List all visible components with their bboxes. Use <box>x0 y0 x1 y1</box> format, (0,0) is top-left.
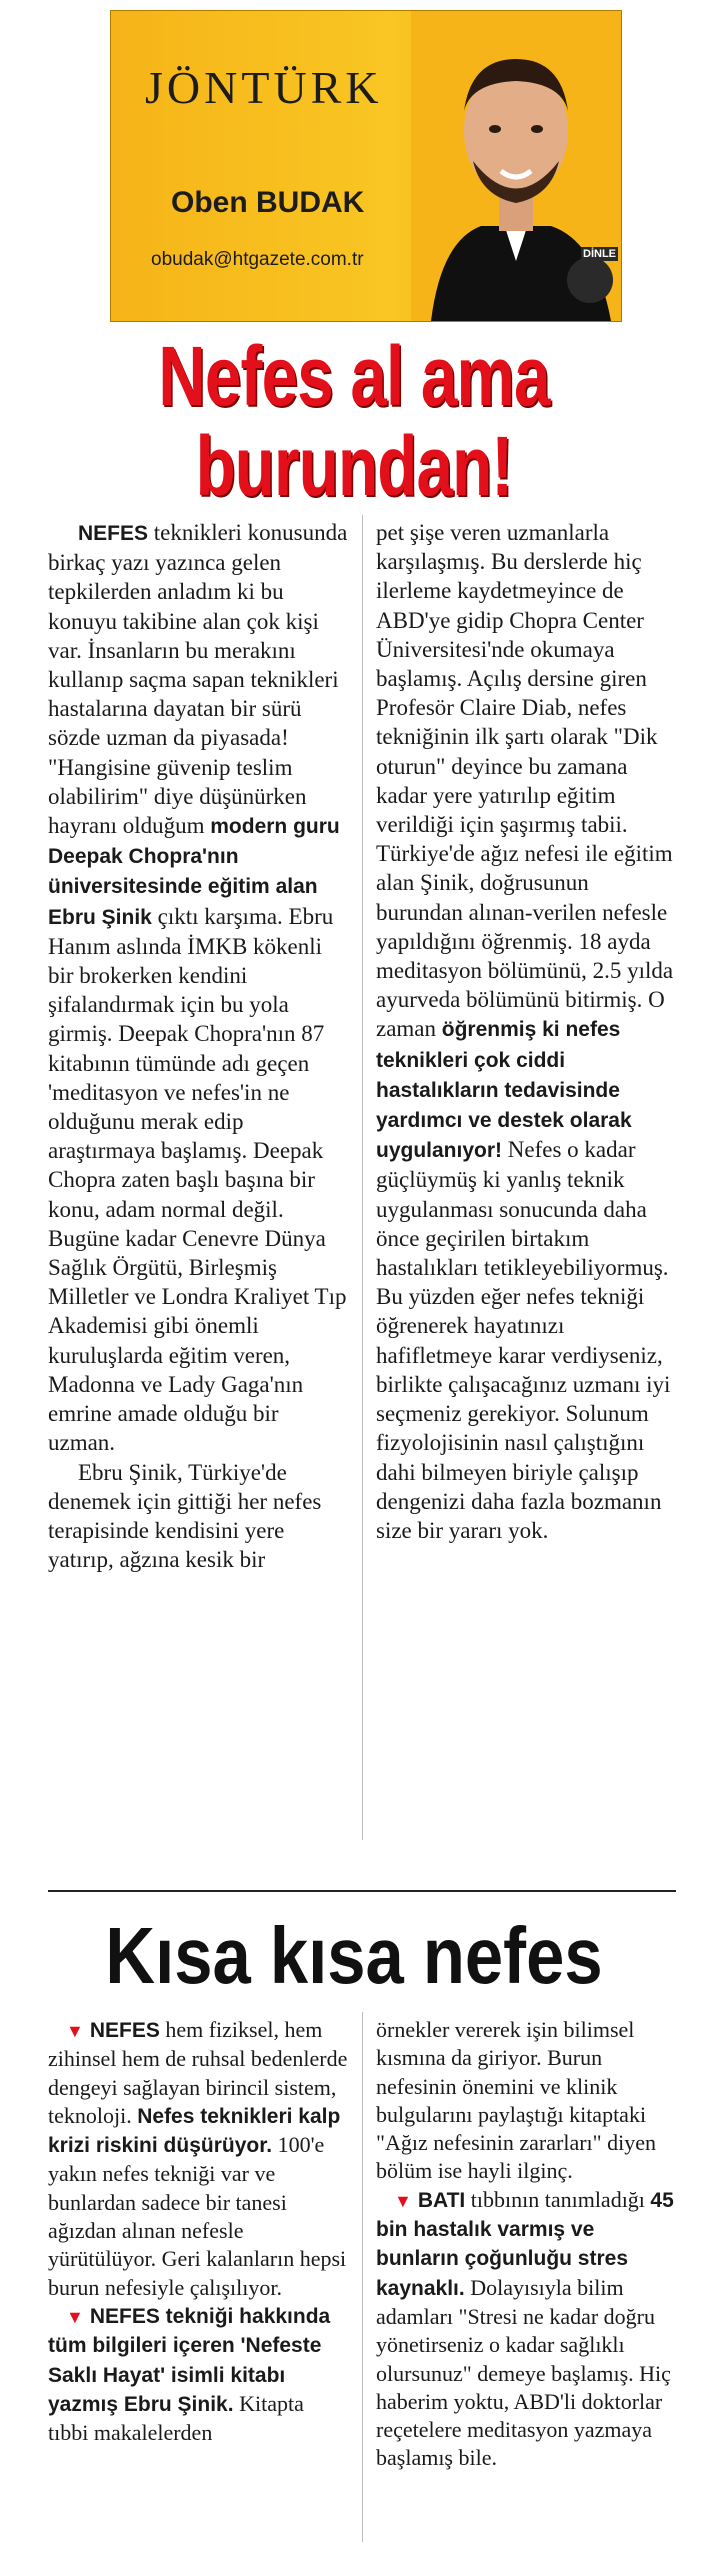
headline-line-1: Nefes al ama <box>158 329 550 423</box>
short-lead: NEFES <box>89 2019 160 2042</box>
column-brand: JÖNTÜRK <box>145 62 383 113</box>
column-banner <box>110 10 622 322</box>
author-name: Oben BUDAK <box>171 186 365 219</box>
short-text: hem fiziksel, hem zihinsel hem de ruhsal bedenlerde dengeyi sağlayan birincil sistem, teknoloji. <box>48 2017 348 2128</box>
article-column-1 <box>48 518 348 1574</box>
column-divider <box>362 515 363 1840</box>
column-divider <box>362 2012 363 2542</box>
article-text: pet şişe veren uzmanlarla karşılaşmış. Bu derslerde hiç ilerleme kaydetmeyince de ABD'ye gidip Chopra Center Üniversitesi'nde okumaya başlamış. Açılış dersine giren Profesör Claire Diab, nefes tekniğinin ilk şartı olarak "Dik oturun" deyince bu zamana kadar yere yatırılıp eğitim verildiği için şaşırmış tabii. Türkiye'de ağız nefesi ile eğitim alan Şinik, doğrusunun burundan alınan-verilen nefesle yapıldığını öğrenmiş. 18 ayda meditasyon bölümünü, 2.5 yılda ayurveda bölümünü bitirmiş. O zaman <box>376 520 674 1042</box>
article-lead-word: NEFES <box>78 522 149 545</box>
short-text: Kitapta tıbbi makalelerden <box>48 2390 304 2446</box>
author-email[interactable]: obudak@htgazete.com.tr <box>151 249 364 270</box>
article-paragraph-1 <box>48 518 348 1458</box>
article-paragraph-3 <box>376 518 676 1545</box>
triangle-bullet-icon: ▼ <box>66 2021 84 2041</box>
short-item-3: örnekler vererek işin bilimsel kısmına da giriyor. Burun nefesinin önemini ve klinik bulgularını paylaştığı kitaptaki "Ağız nefesinin zararları" diyen bölüm ise hayli ilginç. <box>376 2017 657 2184</box>
article-column-2 <box>376 518 676 1545</box>
section-rule <box>48 1890 676 1892</box>
article-paragraph-2: Ebru Şinik, Türkiye'de denemek için gittiği her nefes terapisinde kendisini yere yatırıp, ağzına kesik bir <box>48 1459 322 1573</box>
short-bold: NEFES tekniği hakkında tüm bilgileri içeren 'Nefeste Saklı Hayat' isimli kitabı yazmış Ebru Şinik. <box>48 2304 331 2416</box>
listen-badge-icon[interactable] <box>567 257 613 303</box>
article-bold: öğrenmiş ki nefes teknikleri çok ciddi hastalıkların tedavisinde yardımcı ve destek olarak uygulanıyor! <box>376 1018 632 1163</box>
short-text: 100'e yakın nefes tekniği var ve bunlardan sadece bir tanesi ağızdan alınan nefesle yürütülüyor. Geri kalanların hepsi burun nefesiyle çalışılıyor. <box>48 2132 347 2300</box>
short-item-4 <box>376 2186 676 2473</box>
short-column-1 <box>48 2016 348 2447</box>
short-text: Dolayısıyla bilim adamları "Stresi ne kadar doğru yönetirseniz o kadar sağlıklı olursunuz" demeye başlamış. Hiç haberim yoktu, ABD'li doktorlar reçetelere meditasyon yazmaya başlamış bile. <box>376 2274 671 2471</box>
short-text: tıbbının tanımladığı <box>465 2186 651 2212</box>
article-text: Nefes o kadar güçlüymüş ki yanlış teknik uygulanması sonucunda daha önce geçirilen birtakım hastalıkları tetikleyebiliyormuş. Bu yüzden eğer nefes tekniği öğrenerek hayatınızı hafifletmeye karar verdiyseniz, birlikte çalışacağınız uzmanı iyi seçmeniz gerekiyor. Solunum fizyolojisinin nasıl çalıştığını dahi bilmeyen biriyle çalışıp dengenizi daha fazla bozmanın size bir yararı yok. <box>376 1137 671 1543</box>
headline-line-2: burundan! <box>195 419 513 513</box>
article-text: teknikleri konusunda birkaç yazı yazınca gelen tepkilerden anladım ki bu konuyu takibine alan çok kişi var. İnsanların bu merakını kullanıp saçma sapan teknikleri hastalarına dayatan bir sürü sözde uzman da piyasada! "Hangisine güvenip teslim olabilirim" diye düşünürken hayranı olduğum <box>48 520 348 839</box>
listen-badge-label[interactable]: DİNLE <box>583 248 616 260</box>
short-item-2 <box>48 2302 348 2447</box>
triangle-bullet-icon: ▼ <box>394 2190 412 2211</box>
section-title: Kısa kısa nefes <box>105 1911 603 2000</box>
triangle-bullet-icon: ▼ <box>66 2306 84 2327</box>
short-lead: BATI <box>417 2188 466 2212</box>
short-bold: 45 bin hastalık varmış ve bunların çoğunluğu stres kaynaklı. <box>376 2188 674 2300</box>
article-bold: modern guru Deepak Chopra'nın üniversitesinde eğitim alan Ebru Şinik <box>48 815 340 929</box>
short-column-2 <box>376 2016 676 2473</box>
short-item-1 <box>48 2016 348 2302</box>
short-bold: Nefes teknikleri kalp krizi riskini düşürüyor. <box>48 2104 341 2158</box>
article-text: çıktı karşıma. Ebru Hanım aslında İMKB kökenli bir brokerken kendini şifalandırmak için bu yola girmiş. Deepak Chopra'nın 87 kitabının tümünde adı geçen 'meditasyon ve nefes'in ne olduğunu merak edip araştırmaya başlamış. Deepak Chopra zaten başlı başına bir konu, adam normal değil. Bugüne kadar Cenevre Dünya Sağlık Örgütü, Birleşmiş Milletler ve Londra Kraliyet Tıp Akademisi gibi önemli kuruluşlarda eğitim veren, Madonna ve Lady Gaga'nın emrine amade olduğu bir uzman. <box>48 903 347 1456</box>
